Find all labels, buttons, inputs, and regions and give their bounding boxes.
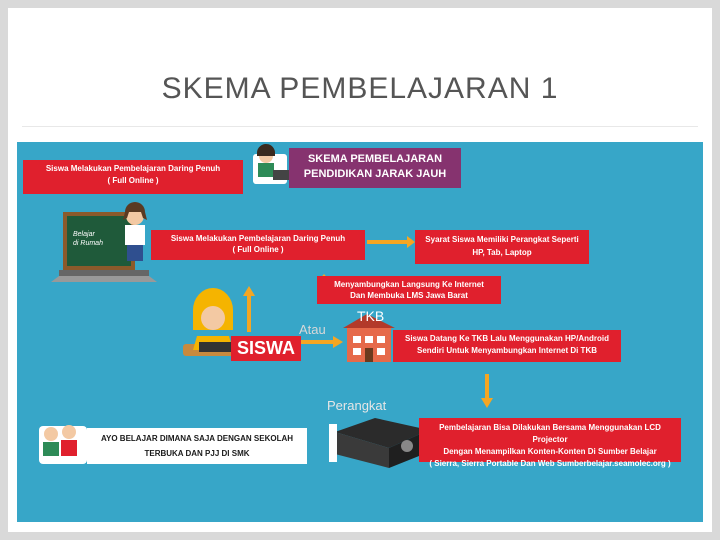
lcd-desc-box xyxy=(419,418,681,468)
bottom-line1: AYO BELAJAR DIMANA SAJA DENGAN SEKOLAH xyxy=(100,434,294,443)
diagram-panel xyxy=(17,142,703,522)
atau-label: Atau xyxy=(299,322,326,337)
tkb-line1: Siswa Datang Ke TKB Lalu Menggunakan HP/Android xyxy=(404,334,610,343)
syarat-box xyxy=(415,230,589,264)
siswa-label: SISWA xyxy=(231,336,301,361)
lcd-line1: Pembelajaran Bisa Dilakukan Bersama Menggunakan LCD Projector xyxy=(439,423,661,444)
bottom-slogan-box xyxy=(87,428,307,464)
arrow-down-to-projector xyxy=(481,374,493,408)
top-left-line2: ( Full Online ) xyxy=(107,176,159,185)
syarat-line1: Syarat Siswa Memiliki Perangkat Seperti xyxy=(425,235,579,244)
board-text-line1: Belajar xyxy=(73,231,95,238)
header-title-box xyxy=(289,148,461,188)
perangkat-label: Perangkat xyxy=(327,398,387,413)
tkb-desc-box xyxy=(393,330,621,362)
daring-line1: Siswa Melakukan Pembelajaran Daring Penuh xyxy=(170,234,346,243)
top-left-line1: Siswa Melakukan Pembelajaran Daring Penuh xyxy=(45,164,221,173)
teacher-board-illustration xyxy=(51,202,157,282)
top-left-daring-box xyxy=(23,160,243,194)
tkb-label: TKB xyxy=(357,308,385,324)
tkb-line2: Sendiri Untuk Menyambungkan Internet Di TKB xyxy=(416,346,597,355)
slide-title: SKEMA PEMBELAJARAN 1 xyxy=(161,72,559,105)
bottom-students-illustration xyxy=(39,425,87,464)
header-title-line1: SKEMA PEMBELAJARAN xyxy=(307,153,443,165)
syarat-line2: HP, Tab, Laptop xyxy=(472,248,532,257)
board-text-line2: di Rumah xyxy=(73,240,103,247)
arrow-daring-to-syarat xyxy=(367,236,415,248)
arrow-up-to-daring xyxy=(243,286,255,332)
menyambung-line2: Dan Membuka LMS Jawa Barat xyxy=(350,291,468,300)
menyambung-line1: Menyambungkan Langsung Ke Internet xyxy=(334,280,484,289)
daring-line2: ( Full Online ) xyxy=(232,245,284,254)
bottom-line2: TERBUKA DAN PJJ DI SMK xyxy=(144,449,250,458)
board-text xyxy=(73,230,103,248)
lcd-line3: ( Sierra, Sierra Portable Dan Web Sumberbelajar.seamolec.org ) xyxy=(429,459,671,468)
daring-box xyxy=(151,230,365,260)
lcd-line2: Dengan Menampilkan Konten-Konten Di Sumber Belajar xyxy=(443,447,657,456)
title-area xyxy=(22,22,698,127)
menyambung-box xyxy=(317,276,501,304)
lcd-projector-illustration xyxy=(329,418,429,468)
header-student-illustration xyxy=(253,144,289,184)
header-title-line2: PENDIDIKAN JARAK JAUH xyxy=(303,168,447,180)
